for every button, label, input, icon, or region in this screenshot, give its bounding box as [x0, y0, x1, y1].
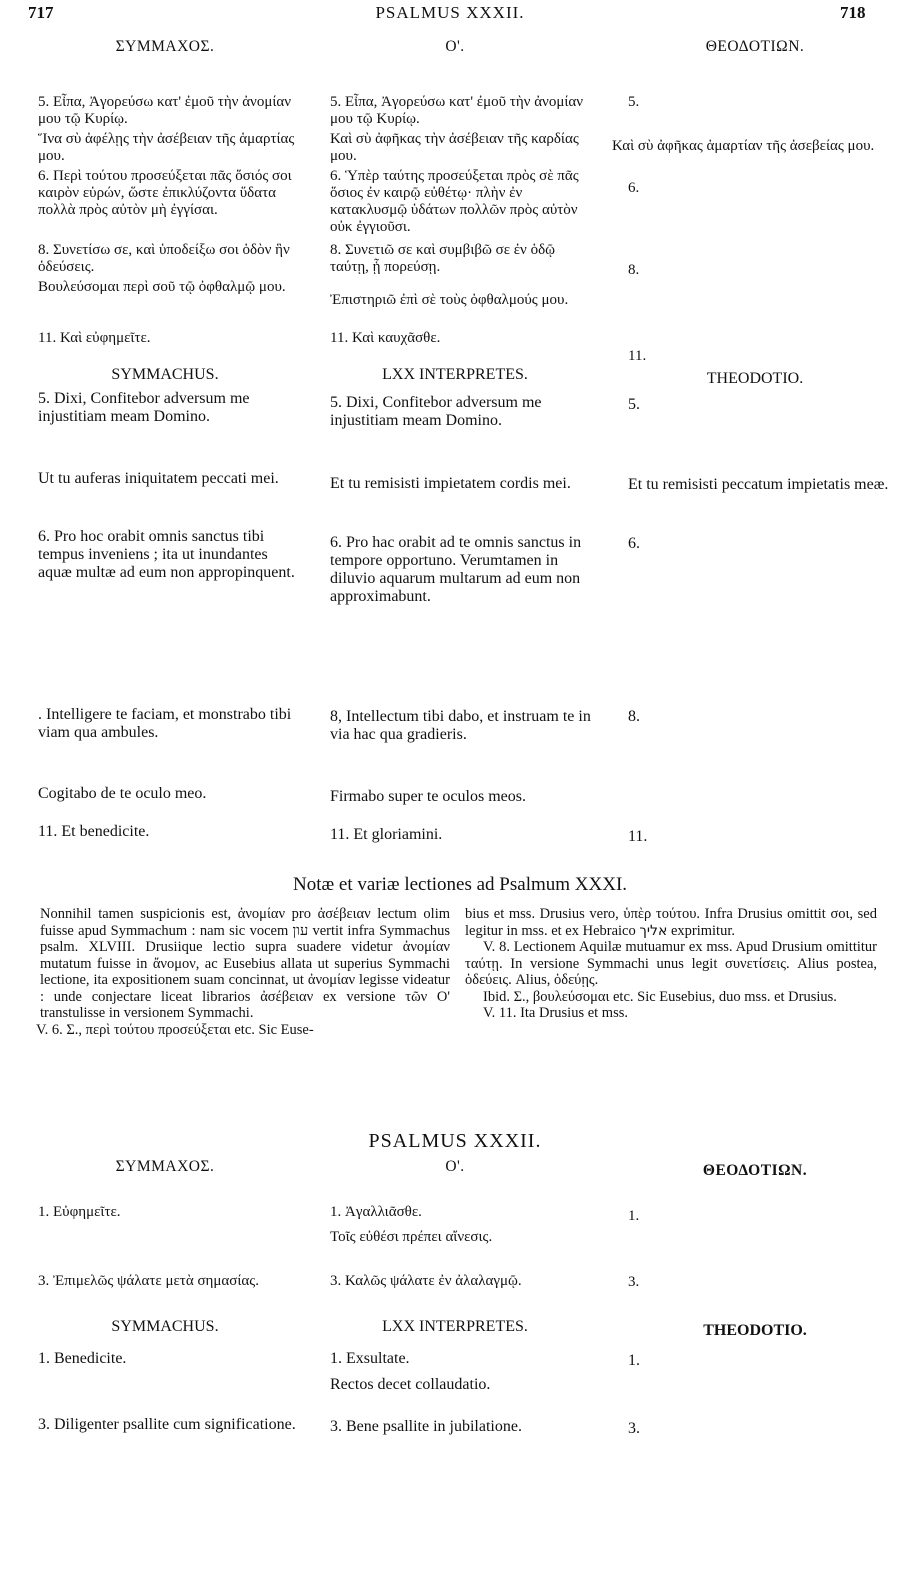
sym-greek-v6: 6. Περὶ τούτου προσεύξεται πᾶς ὅσιός σοι καιρὸν εὑρών, ὥστε ἐπικλύζοντα ὕδατα πολλὰ πρὸς αὐτὸν μὴ ἐγγίσαι. [38, 168, 292, 218]
s2-lxx-latin-v1: 1. Exsultate. [330, 1350, 410, 1367]
theo-greek-v11: 11. [628, 348, 647, 364]
s2-sym-greek-v1: 1. Εὐφημεῖτε. [38, 1204, 121, 1220]
page-number-right: 718 [840, 3, 866, 22]
sym-greek-v8b: Βουλεύσομαι περὶ σοῦ τῷ ὀφθαλμῷ μου. [38, 279, 286, 295]
sym-latin-v8: . Intelligere te faciam, et monstrabo tibi viam qua ambules. [38, 706, 292, 741]
lxx-greek-v8b: Ἐπιστηριῶ ἐπὶ σὲ τοὺς ὀφθαλμούς μου. [330, 292, 569, 308]
page-number-left: 717 [28, 3, 54, 22]
s2-theo-latin-v1: 1. [628, 1352, 640, 1369]
s2-sym-latin-v3: 3. Diligenter psallite cum significatione. [38, 1416, 296, 1433]
sym-greek-v5: 5. Εἶπα, Ἀγορεύσω κατ' ἐμοῦ τὴν ἀνομίαν μου τῷ Κυρίῳ. [38, 94, 292, 127]
notes-col2-hebrew: אליך [639, 922, 668, 939]
sym-latin-v5b: Ut tu auferas iniquitatem peccati mei. [38, 470, 279, 487]
notes-col2-v11: V. 11. Ita Drusius et mss. [483, 1005, 628, 1021]
lxx-latin-v11: 11. Et gloriamini. [330, 826, 443, 843]
psalm-title: PSALMUS XXXII. [368, 1130, 542, 1152]
sym-greek-v8: 8. Συνετίσω σε, καὶ ὑποδείξω σοι ὁδὸν ἣν ὁδεύσεις. [38, 242, 290, 275]
notes-col2-text: bius et mss. Drusius vero, ὑπὲρ τούτου. Infra Drusius omittit σοι, sed legitur in mss. et ex Hebraico [465, 906, 877, 939]
theo-latin-v11: 11. [628, 828, 648, 845]
s2-col-head-theodotion-latin: THEODOTIO. [703, 1322, 807, 1339]
s2-col-head-symmachus-latin: SYMMACHUS. [111, 1318, 219, 1335]
notes-col1 [36, 906, 450, 1038]
sym-greek-v5b: Ἵνα σὺ ἀφέλῃς τὴν ἀσέβειαν τῆς ἁμαρτίας μου. [38, 131, 295, 164]
s2-lxx-greek-v1: 1. Ἀγαλλιᾶσθε. [330, 1204, 422, 1220]
sym-latin-v11: 11. Et benedicite. [38, 823, 150, 840]
lxx-latin-v8b: Firmabo super te oculos meos. [330, 788, 526, 805]
s2-lxx-latin-v3: 3. Bene psallite in jubilatione. [330, 1418, 522, 1435]
notes-col2-text-end: exprimitur. [670, 922, 735, 939]
col-head-theodotion-greek: ΘΕΟΔΟΤΙΩΝ. [705, 38, 805, 55]
s2-sym-latin-v1: 1. Benedicite. [38, 1350, 127, 1367]
col-head-symmachus-latin: SYMMACHUS. [111, 366, 219, 383]
s2-lxx-latin-v1b: Rectos decet collaudatio. [330, 1376, 491, 1393]
theo-latin-v8: 8. [628, 708, 640, 725]
sym-latin-v6: 6. Pro hoc orabit omnis sanctus tibi tempus inveniens ; ita ut inundantes aquæ multæ ad eum non appropinquent. [38, 528, 295, 581]
s2-col-head-theodotion-greek: ΘΕΟΔΟΤΙΩΝ. [702, 1162, 808, 1179]
lxx-latin-v8: 8, Intellectum tibi dabo, et instruam te in via hac qua gradieris. [330, 708, 591, 743]
notes-title: Notæ et variæ lectiones ad Psalmum XXXI. [292, 874, 628, 895]
col-head-symmachus-greek: ΣΥΜΜΑΧΟΣ. [115, 38, 215, 55]
col-head-lxx-latin: LXX INTERPRETES. [382, 366, 528, 383]
theo-latin-v5: 5. [628, 396, 640, 413]
s2-sym-greek-v3: 3. Ἐπιμελῶς ψάλατε μετὰ σημασίας. [38, 1273, 259, 1289]
s2-lxx-greek-v3: 3. Καλῶς ψάλατε ἐν ἀλαλαγμῷ. [330, 1273, 522, 1289]
sym-latin-v5: 5. Dixi, Confitebor adversum me injustitiam meam Domino. [38, 390, 250, 425]
theo-greek-v8: 8. [628, 262, 640, 278]
lxx-greek-v5: 5. Εἶπα, Ἀγορεύσω κατ' ἐμοῦ τὴν ἀνομίαν μου τῷ Κυρίῳ. [330, 94, 584, 127]
s2-col-head-lxx-latin: LXX INTERPRETES. [382, 1318, 528, 1335]
theo-latin-v5b: Et tu remisisti peccatum impietatis meæ. [628, 476, 889, 493]
s2-col-head-lxx-greek: Ο'. [445, 1158, 465, 1175]
lxx-latin-v6: 6. Pro hac orabit ad te omnis sanctus in tempore opportuno. Verumtamen in diluvio aquarum multarum ad eum non approximabunt. [330, 534, 582, 605]
lxx-greek-v8: 8. Συνετιῶ σε καὶ συμβιβῶ σε ἐν ὁδῷ ταύτῃ, ᾗ πορεύσῃ. [330, 242, 556, 275]
lxx-latin-v5: 5. Dixi, Confitebor adversum me injustitiam meam Domino. [330, 394, 542, 429]
lxx-latin-v5b: Et tu remisisti impietatem cordis mei. [330, 475, 571, 492]
notes-col1-v6: V. 6. Σ., περὶ τούτου προσεύξεται etc. Sic Euse- [36, 1021, 314, 1038]
sym-greek-v11: 11. Καὶ εὐφημεῖτε. [38, 330, 151, 346]
theo-greek-v6: 6. [628, 180, 640, 196]
running-title: PSALMUS XXXII. [375, 3, 525, 22]
lxx-greek-v11: 11. Καὶ καυχᾶσθε. [330, 330, 441, 346]
col-head-theodotion-latin: THEODOTIO. [706, 370, 804, 387]
theo-greek-v5b: Καὶ σὺ ἀφῆκας ἁμαρτίαν τῆς ἀσεβείας μου. [612, 138, 875, 154]
notes-col2 [465, 906, 877, 1022]
lxx-greek-v6: 6. Ὑπὲρ ταύτης προσεύξεται πρὸς σὲ πᾶς ὅσιος ἐν καιρῷ εὐθέτῳ· πλὴν ἐν κατακλυσμῷ ὑδάτων πολλῶν πρὸς αὐτὸν οὐκ ἐγγιοῦσι. [330, 168, 579, 235]
notes-col2-ibid: Ibid. Σ., βουλεύσομαι etc. Sic Eusebius, duo mss. et Drusius. [483, 988, 837, 1005]
col-head-lxx-greek: Ο'. [445, 38, 465, 55]
s2-col-head-symmachus-greek: ΣΥΜΜΑΧΟΣ. [115, 1158, 215, 1175]
s2-lxx-greek-v1b: Τοῖς εὐθέσι πρέπει αἴνεσις. [330, 1229, 493, 1245]
lxx-greek-v5b: Καὶ σὺ ἀφῆκας τὴν ἀσέβειαν τῆς καρδίας μου. [330, 131, 579, 164]
s2-theo-latin-v3: 3. [628, 1420, 640, 1437]
sym-latin-v8b: Cogitabo de te oculo meo. [38, 785, 207, 802]
notes-col1-text: Nonnihil tamen suspicionis est, ἀνομίαν pro ἀσέβειαν lectum olim fuisse apud Symmachum : nam sic vocem עון vertit infra Symmachus psalm. XLVIII. Drusiique lectio supra suadere videtur ἀνομίαν mutatum fuisse in ἄνομον, ac Eusebius allata ut superius Symmachi lectione, ita expositionem suam concinnat, ut ἀνομίαν legisse videatur : unde conjectare liceat librarios ἀσέβειαν ex versione τῶν O' transtulisse in versionem Symmachi. [40, 906, 450, 1021]
theo-latin-v6: 6. [628, 535, 640, 552]
theo-greek-v5: 5. [628, 94, 640, 110]
notes-col2-v8: V. 8. Lectionem Aquilæ mutuamur ex mss. Apud Drusium omittitur ταύτῃ. In versione Symmachi unus legit συνετίσεις. Alius postea, ὁδεύεις. Alius, ὁδεύῃς. [465, 939, 877, 988]
s2-theo-greek-v1: 1. [628, 1208, 640, 1224]
s2-theo-greek-v3: 3. [628, 1274, 640, 1290]
